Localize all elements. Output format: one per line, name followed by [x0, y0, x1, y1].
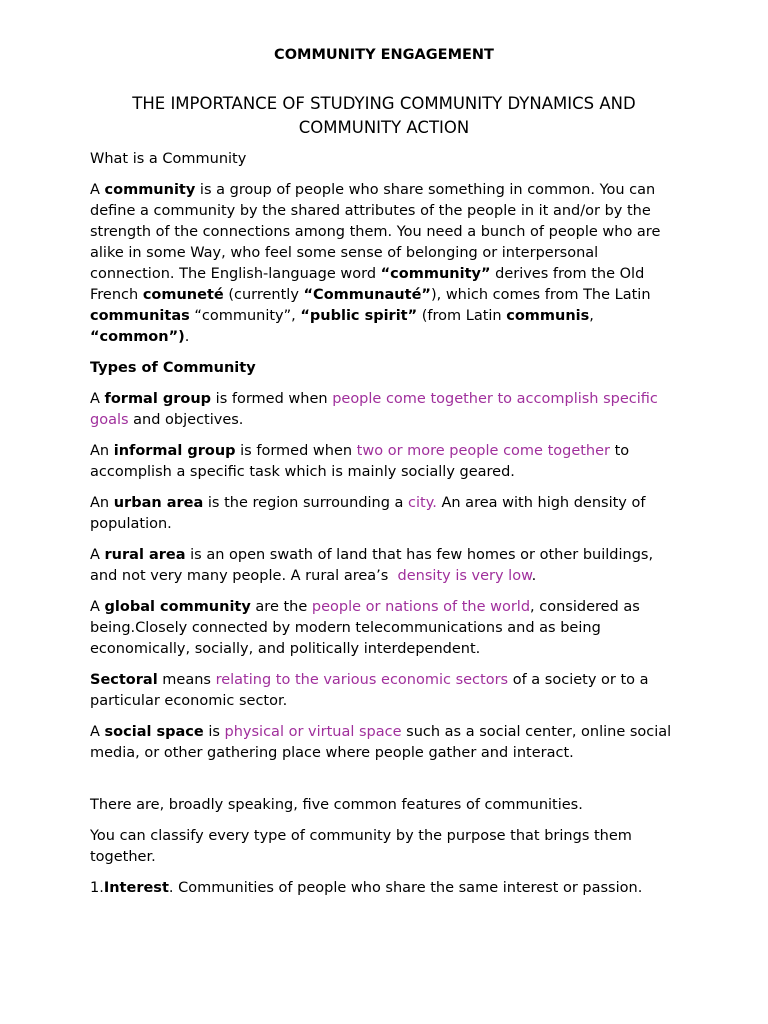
paragraph-sectoral: Sectoral means relating to the various economic sectors of a society or to a particular economic sector. — [90, 672, 649, 709]
document-body — [90, 149, 682, 909]
paragraph-informal-group: An informal group is formed when two or more people come together to accomplish a specific task which is mainly socially geared. — [90, 443, 630, 480]
paragraph-formal-group: A formal group is formed when people come together to accomplish specific goals and objectives. — [90, 391, 658, 428]
paragraph-community-definition: A community is a group of people who share something in common. You can define a community by the shared attributes of the people in it and/or by the strength of the connections among them. You need a bunch of people who are alike in some Way, who feel some sense of belonging or interpersonal connection. The English-language word “community” derives from the Old French comuneté (currently “Communauté”), which comes from The Latin communitas “community”, “public spirit” (from Latin communis, “common”). — [90, 182, 661, 345]
highlight-link[interactable]: people come together to accomplish specific goals — [90, 391, 658, 428]
document-title: THE IMPORTANCE OF STUDYING COMMUNITY DYNAMICS AND COMMUNITY ACTION — [132, 94, 636, 137]
highlight-link[interactable]: two or more people come together — [356, 443, 611, 459]
document-heading: COMMUNITY ENGAGEMENT — [274, 47, 494, 63]
paragraph-urban-area: An urban area is the region surrounding a city. An area with high density of population. — [90, 495, 646, 532]
highlight-link[interactable]: relating to the various economic sectors — [215, 672, 509, 688]
highlight-link[interactable]: people or nations of the world — [311, 599, 531, 615]
paragraph-classify: You can classify every type of community by the purpose that brings them together. — [90, 828, 632, 865]
highlight-link[interactable]: density is very low — [397, 568, 532, 584]
blank-line — [90, 774, 682, 795]
paragraph-five-features: There are, broadly speaking, five common features of communities. — [90, 797, 583, 813]
paragraph-global-community: A global community are the people or nations of the world, considered as being.Closely connected by modern telecommunications and as being economically, socially, and politically interdependent. — [90, 599, 640, 657]
paragraph-what-is-community: What is a Community — [90, 151, 247, 167]
highlight-link[interactable]: physical or virtual space — [224, 724, 402, 740]
paragraph-rural-area: A rural area is an open swath of land that has few homes or other buildings, and not very many people. A rural area’s density is very low. — [90, 547, 658, 584]
paragraph-social-space: A social space is physical or virtual space such as a social center, online social media, or other gathering place where people gather and interact. — [90, 724, 672, 761]
section-heading-types: Types of Community — [90, 360, 256, 376]
highlight-link[interactable]: city. — [408, 495, 437, 511]
list-item-interest: 1.Interest. Communities of people who share the same interest or passion. — [90, 880, 643, 896]
